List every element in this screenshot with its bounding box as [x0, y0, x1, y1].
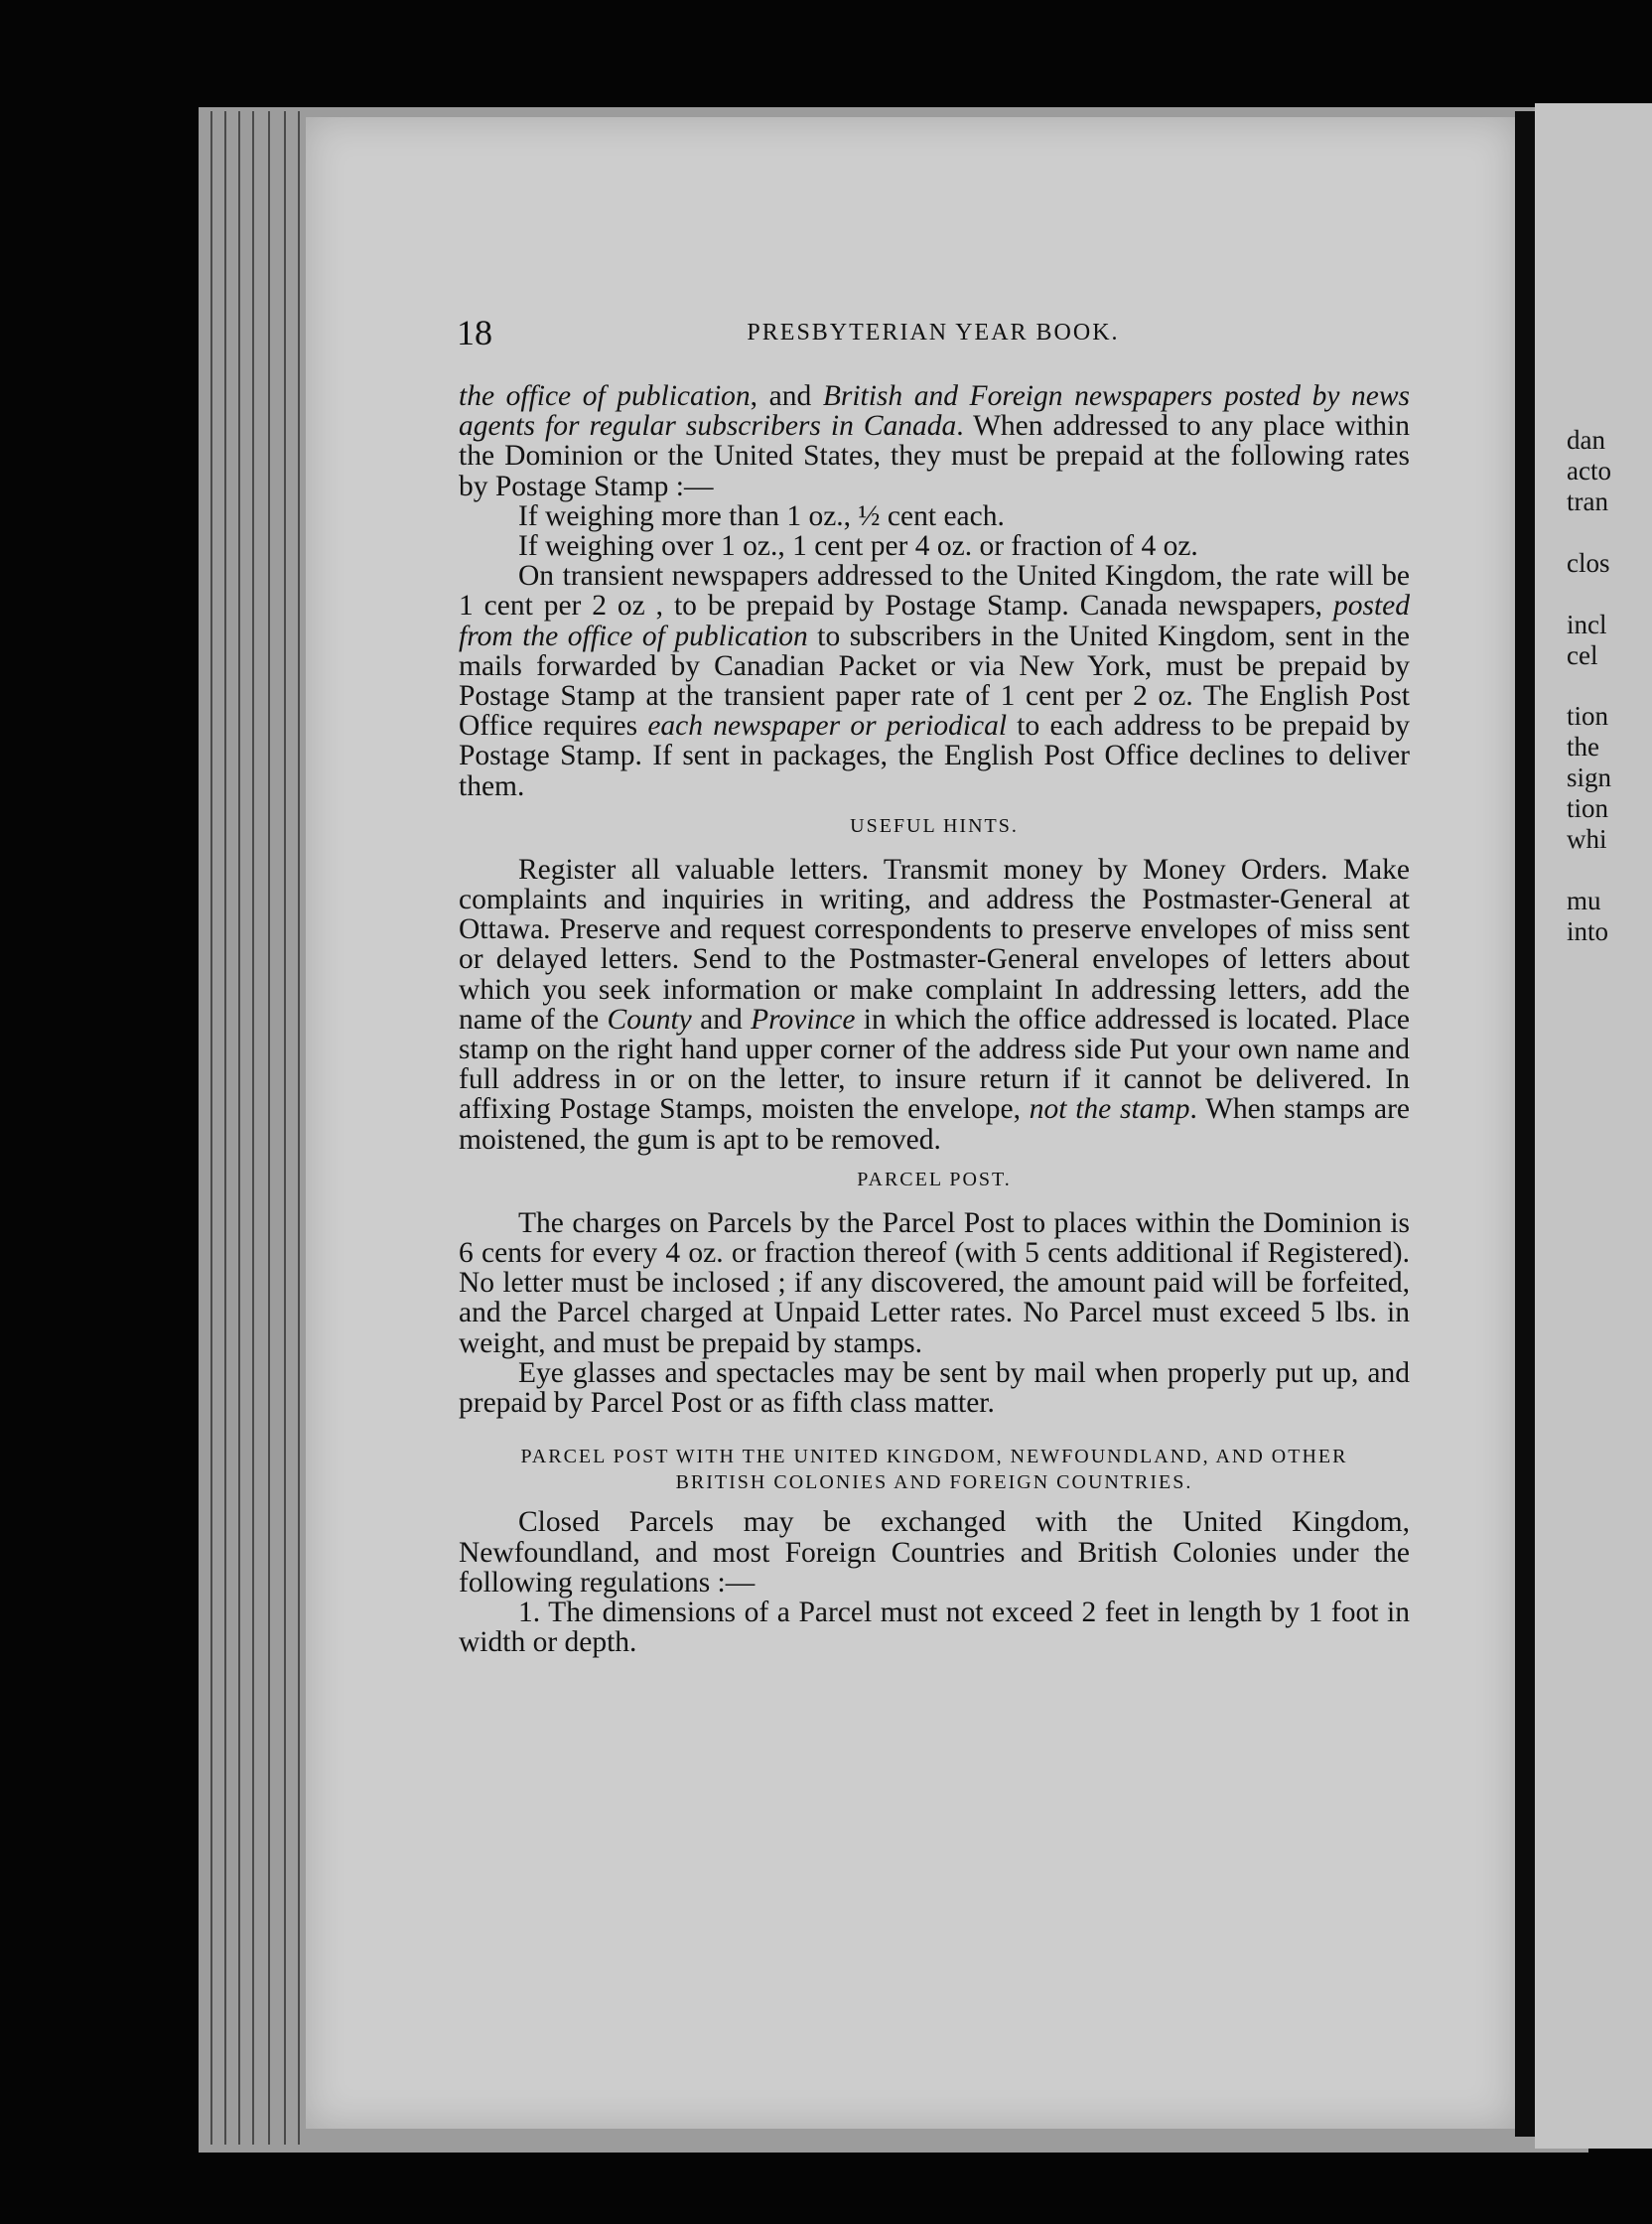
text-run: in which the office addressed is located. Place stamp on the right hand upper corner of the address side Put your own name and full address in or on the letter, to insure return if it cannot be delivered. In affixing Postage Stamps, moisten the envelope,	[459, 1003, 1410, 1126]
facing-page-fragment: dan	[1567, 425, 1605, 455]
facing-page-fragment: acto	[1567, 456, 1611, 486]
page-body	[459, 381, 1410, 1657]
section-heading-parcel-post: PARCEL POST.	[857, 1168, 1012, 1190]
italic-text: County	[607, 1003, 692, 1036]
facing-page-fragment: mu	[1567, 886, 1601, 915]
paragraph-eye-glasses: Eye glasses and spectacles may be sent by mail when properly put up, and prepaid by Parcel Post or as fifth class matter.	[459, 1356, 1410, 1420]
section-heading-useful-hints: USEFUL HINTS.	[850, 814, 1019, 837]
italic-text: not the stamp	[1029, 1093, 1190, 1126]
facing-page-fragment: tion	[1567, 793, 1609, 823]
page-edge-line	[268, 111, 270, 2145]
text-run: Register all valuable letters. Transmit money by Money Orders. Make complaints and inquiries in writing, and address the Postmaster-General at Ottawa. Preserve and request correspondents to preserve envelopes of miss sent or delayed letters. Send to the Postmaster-General envelopes of letters about which you seek information or make complaint In addressing letters, add the name of the	[459, 853, 1410, 1036]
book-gutter	[1515, 111, 1535, 2137]
italic-text: the office of publication	[459, 380, 751, 412]
text-run: to each address to be prepaid by Postage Stamp. If sent in packages, the English Post Office declines to deliver them.	[459, 710, 1410, 802]
rate-line: If weighing more than 1 oz., ½ cent each.	[518, 499, 1005, 532]
paragraph-parcel-dimensions: 1. The dimensions of a Parcel must not exceed 2 feet in length by 1 foot in width or depth.	[459, 1596, 1410, 1659]
italic-text: British and Foreign newspapers posted by news agents for regular subscribers in Canada	[459, 380, 1411, 443]
running-head-title: PRESBYTERIAN YEAR BOOK.	[747, 320, 1120, 346]
facing-page-fragment: whi	[1567, 824, 1607, 854]
page-edge-line	[284, 111, 286, 2145]
text-run: and	[691, 1003, 752, 1036]
rate-line: If weighing over 1 oz., 1 cent per 4 oz. or fraction of 4 oz.	[518, 530, 1198, 563]
page-edge-line	[252, 111, 254, 2145]
italic-text: posted from the office of publication	[459, 590, 1410, 652]
heading-line: BRITISH COLONIES AND FOREIGN COUNTRIES.	[675, 1471, 1193, 1494]
text-run: , and	[750, 380, 823, 412]
page-edge-line	[298, 111, 300, 2145]
facing-page-fragment: the	[1567, 732, 1599, 762]
paragraph-transient-newspapers	[459, 561, 1410, 801]
running-header	[457, 312, 1410, 355]
paragraph-closed-parcels: Closed Parcels may be exchanged with the United Kingdom, Newfoundland, and most Foreign Countries and British Colonies under the following regulations :—	[459, 1506, 1410, 1598]
facing-page-fragment: incl	[1567, 610, 1607, 639]
page-edge-line	[238, 111, 240, 2145]
italic-text: Province	[751, 1003, 856, 1036]
page-edge-line	[224, 111, 226, 2145]
page-edge-line	[210, 111, 212, 2145]
facing-page-fragment: clos	[1567, 548, 1610, 578]
page-number: 18	[457, 313, 492, 352]
facing-page-fragment: sign	[1567, 763, 1612, 792]
facing-page-fragment: tran	[1567, 486, 1608, 516]
facing-page-fragment: cel	[1567, 640, 1598, 670]
paragraph-newspapers	[459, 381, 1410, 501]
italic-text: each newspaper or periodical	[647, 710, 1008, 743]
text-run: On transient newspapers addressed to the United Kingdom, the rate will be 1 cent per 2 oz , to be prepaid by Postage Stamp. Canada newspapers,	[459, 560, 1410, 623]
paragraph-parcel-charges: The charges on Parcels by the Parcel Post to places within the Dominion is 6 cents for every 4 oz. or fraction thereof (with 5 cents additional if Registered). No letter must be inclosed ; if any discovered, the amount paid will be forfeited, and the Parcel charged at Unpaid Letter rates. No Parcel must exceed 5 lbs. in weight, and must be prepaid by stamps.	[459, 1206, 1410, 1359]
facing-page-fragment: tion	[1567, 701, 1609, 731]
section-heading-foreign-parcel-post	[459, 1444, 1410, 1495]
text-run: . When stamps are moistened, the gum is apt to be removed.	[459, 1093, 1411, 1156]
text-run: to subscribers in the United Kingdom, sent in the mails forwarded by Canadian Packet or via New York, must be prepaid by Postage Stamp at the transient paper rate of 1 cent per 2 oz. The English Post Office requires	[459, 620, 1410, 743]
facing-page-fragment: into	[1567, 916, 1609, 946]
paragraph-useful-hints	[459, 855, 1410, 1155]
heading-line: PARCEL POST WITH THE UNITED KINGDOM, NEWFOUNDLAND, AND OTHER	[520, 1446, 1348, 1468]
text-run: . When addressed to any place within the Dominion or the United States, they must be prepaid at the following rates by Postage Stamp :—	[459, 410, 1410, 502]
facing-page	[1535, 103, 1652, 2149]
